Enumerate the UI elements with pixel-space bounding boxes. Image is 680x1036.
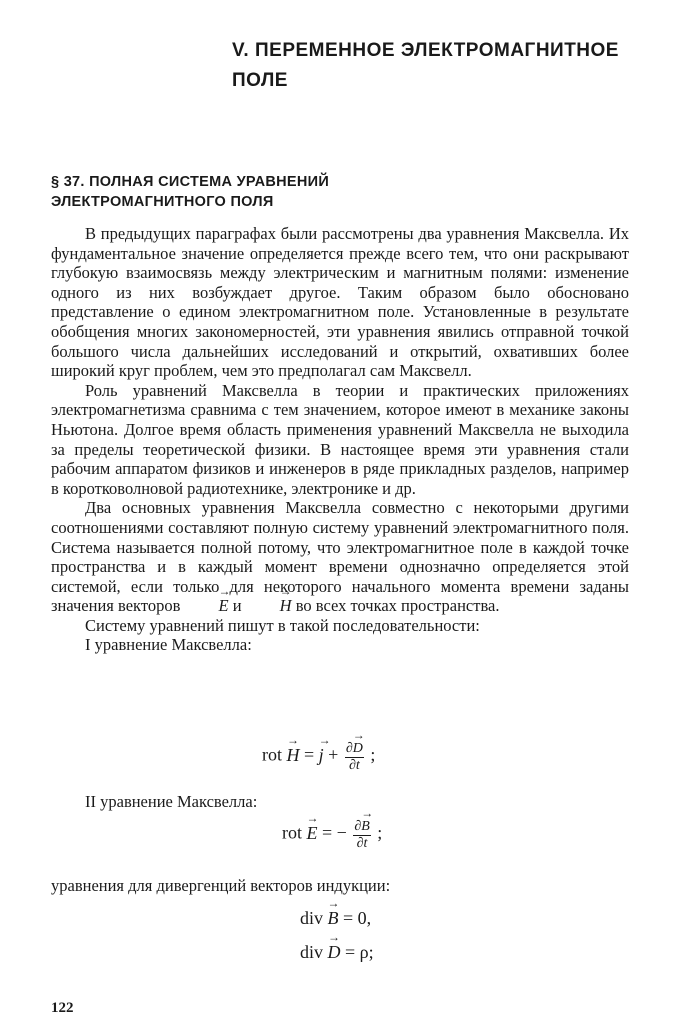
paragraph-3-text: Два основных уравнения Максвелла совместно с некоторыми другими соотношениями составляют полную систему уравнений электромагнитного поля. Система называется полной потому, что электромагнитное поле в каждой точке пространства и в каждый момент времени однозначно определяется этой системой, если только для некоторого начального момента времени заданы значения векторов: [51, 498, 629, 616]
vector-H: → H: [287, 745, 300, 766]
vector-E: → E: [307, 823, 318, 844]
vector-j: → j: [319, 745, 324, 766]
paragraph-3: [51, 498, 629, 616]
section-title: § 37. ПОЛНАЯ СИСТЕМА УРАВНЕНИЙ ЭЛЕКТРОМАГНИТНОГО ПОЛЯ: [51, 174, 330, 210]
fraction-dD-dt: $\frac{\partial\to D}{\partial t}$: [345, 740, 364, 773]
equation-div-B: div → B = 0,: [300, 908, 371, 929]
equation-maxwell-1: rot → H = → j + $\frac{\partial\to D}{\partial t}$ ;: [262, 740, 375, 773]
paragraph-3-and: и: [232, 596, 242, 616]
equation-maxwell-2: rot → E = − $\frac{\partial\to B}{\partial t}$ ;: [282, 818, 382, 851]
chapter-title: V. ПЕРЕМЕННОЕ ЭЛЕКТРОМАГНИТНОЕ ПОЛЕ: [232, 40, 619, 91]
vector-D: → D: [353, 740, 363, 757]
div-operator: div: [300, 942, 324, 962]
paragraph-4: Систему уравнений пишут в такой последовательности:: [85, 615, 480, 635]
vector-B: → B: [361, 818, 370, 835]
equation-div-D: div → D = ρ;: [300, 942, 374, 963]
paragraph-1: В предыдущих параграфах были рассмотрены два уравнения Максвелла. Их фундаментальное значение определяется прежде всего тем, что они раскрывают глубокую взаимосвязь между электрическим и магнитным полями: изменение одного из них возбуждает другое. Таким образом было обосновано представление о едином электромагнитном поле. Установленные в результате обобщения многих закономерностей, эти уравнения явились отправной точкой большого числа дальнейших исследований и открытий, охвативших более широкий круг проблем, чем это предполагал сам Максвелл.: [51, 224, 629, 381]
fraction-dB-dt: $\frac{\partial\to B}{\partial t}$: [353, 818, 370, 851]
rot-operator: rot: [282, 822, 302, 843]
vector-E: → E: [184, 596, 228, 616]
body-text: [51, 224, 629, 655]
div-operator: div: [300, 908, 324, 928]
page-number: 122: [51, 1000, 74, 1016]
paragraph-3-end: во всех точках пространства.: [295, 596, 500, 616]
vector-H: → H: [246, 596, 292, 616]
rot-operator: rot: [262, 744, 282, 765]
label-first-equation: I уравнение Максвелла:: [85, 635, 252, 655]
vector-D: → D: [328, 942, 341, 963]
paragraph-2: Роль уравнений Максвелла в теории и практических приложениях электромагнетизма сравнима с тем значением, которое имеют в механике законы Ньютона. Долгое время область применения уравнений Максвелла не выходила за пределы теоретической физики. В настоящее время эти уравнения стали рабочим аппаратом физиков и инженеров в ряде прикладных разделов, например в коротковолновой радиотехнике, электронике и др.: [51, 380, 629, 498]
label-second-equation: II уравнение Максвелла:: [85, 792, 258, 811]
rho-symbol: ρ: [359, 942, 369, 962]
label-divergence-equations: уравнения для дивергенций векторов индукции:: [51, 876, 391, 895]
vector-B: → B: [328, 908, 339, 929]
